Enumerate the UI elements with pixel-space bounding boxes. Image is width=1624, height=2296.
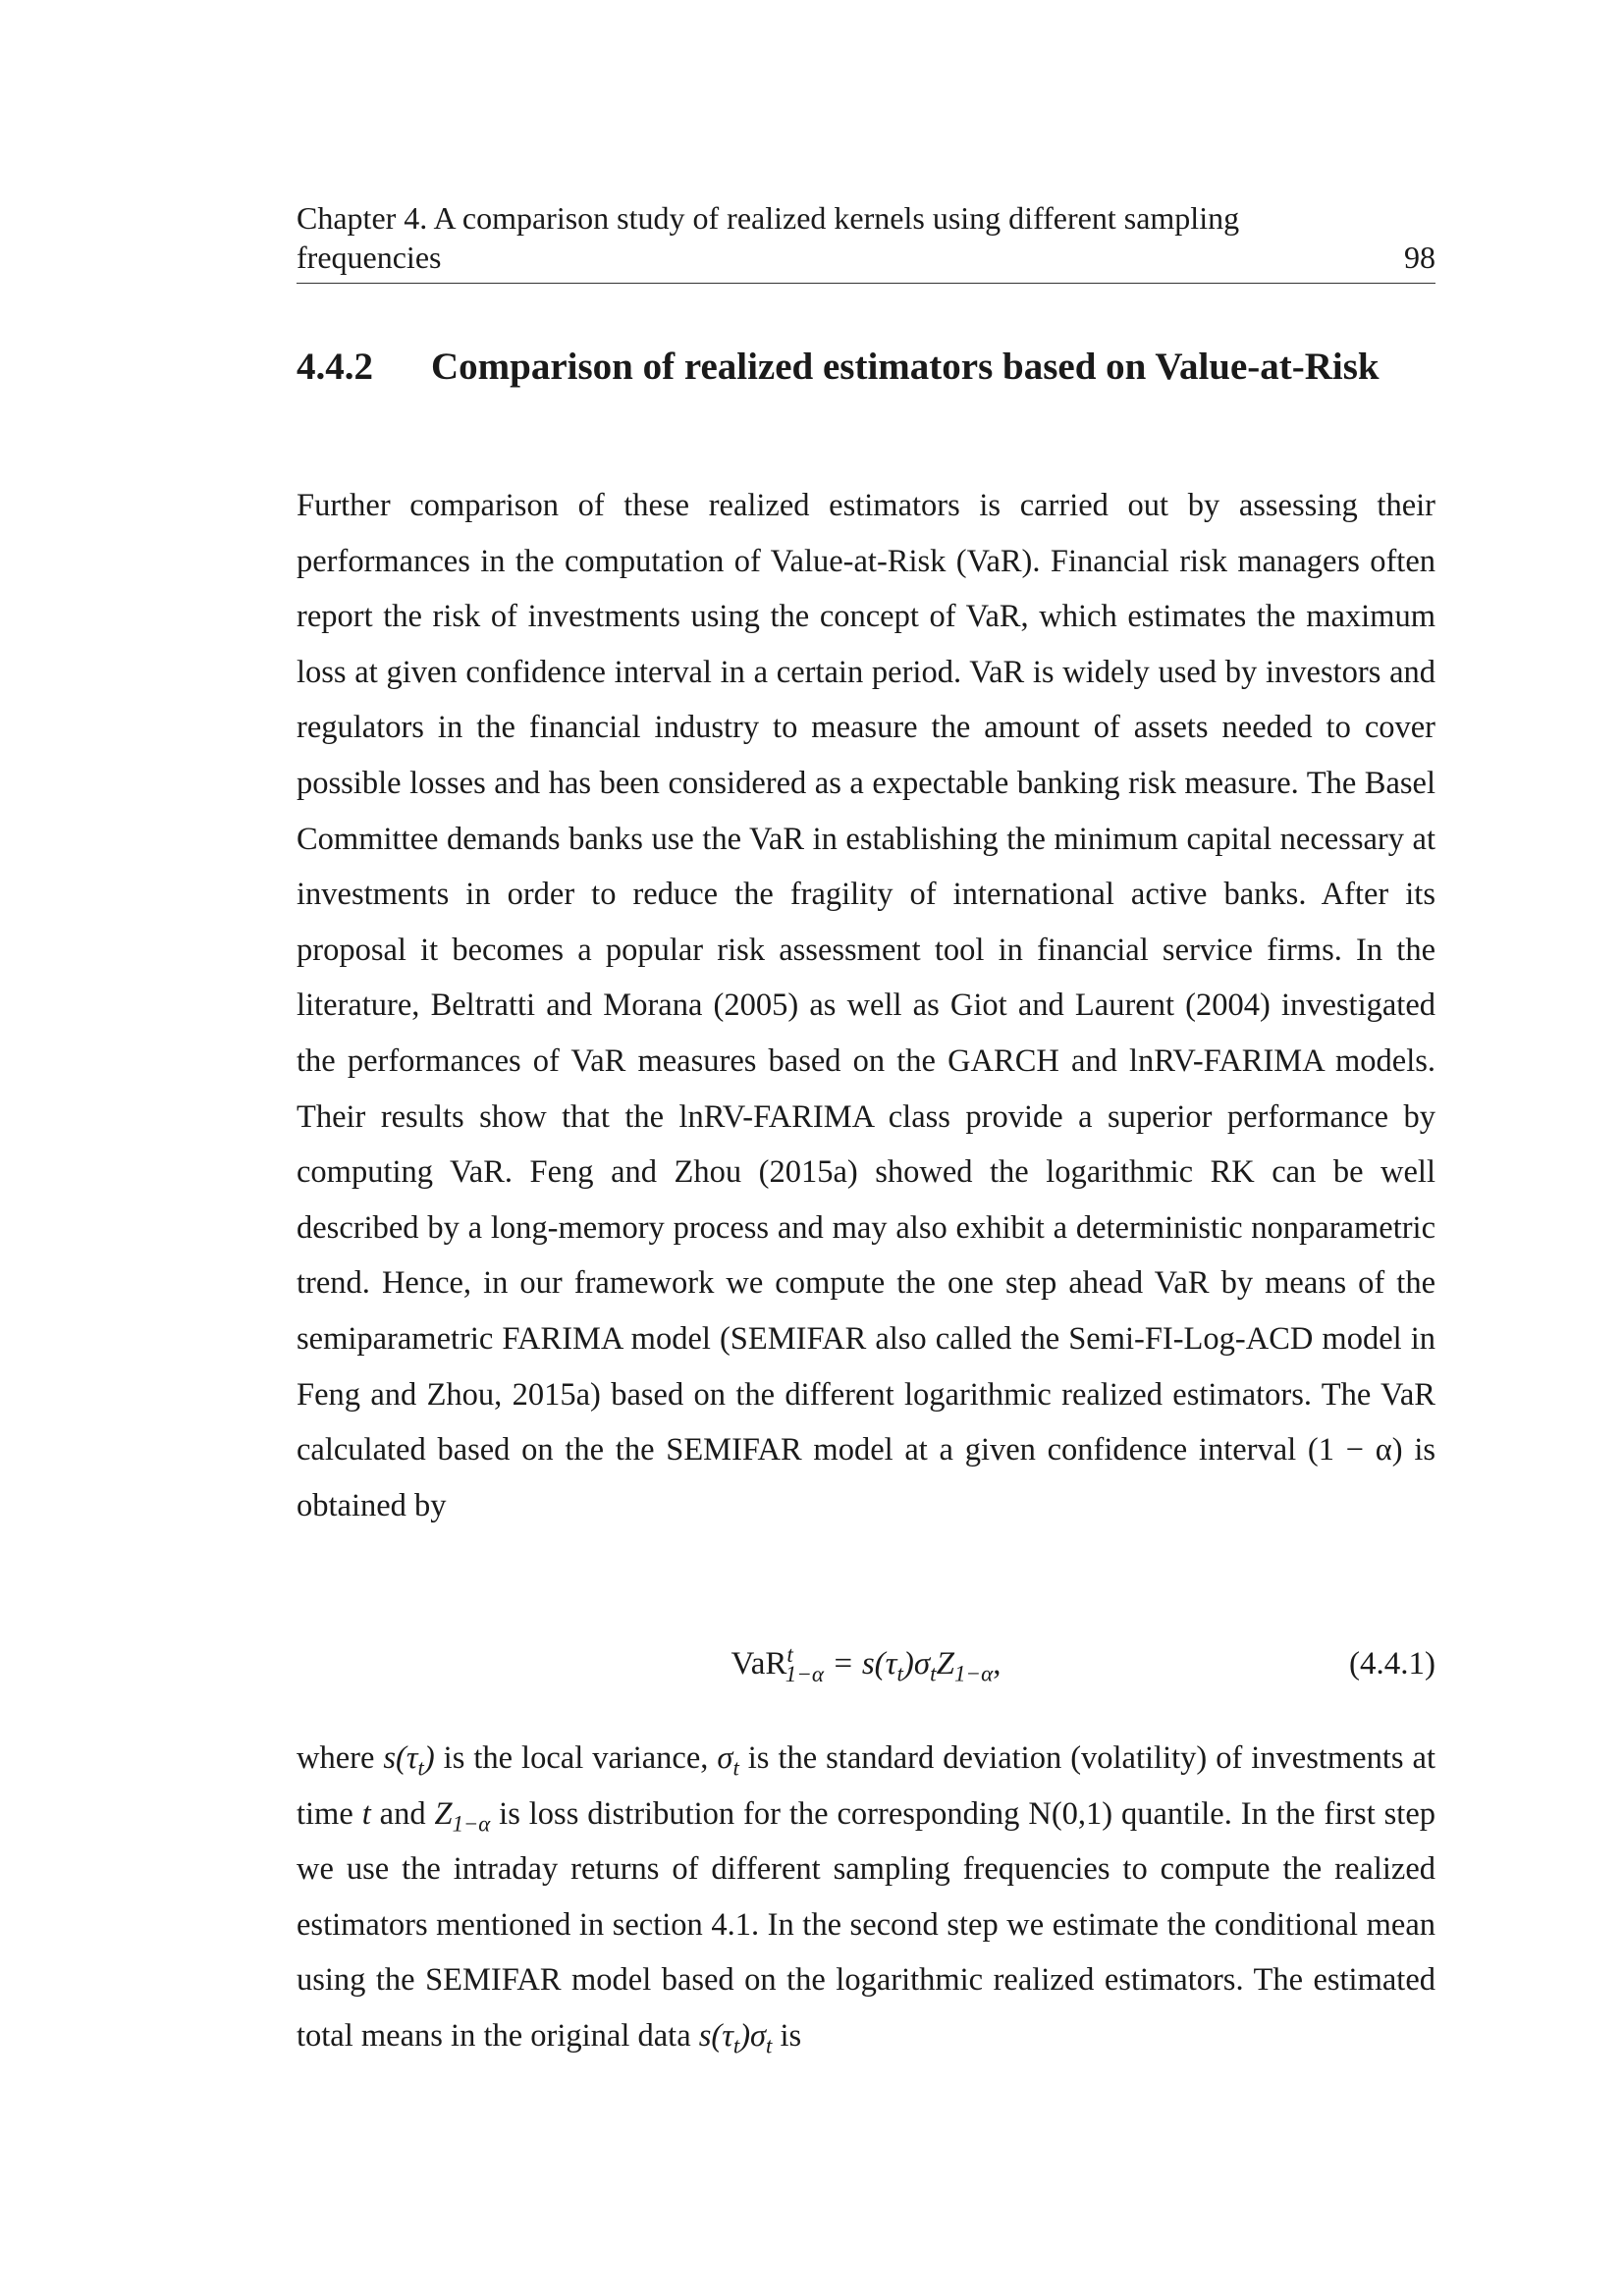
equation-number: (4.4.1)	[1349, 1646, 1435, 1682]
section-heading	[297, 332, 1435, 402]
math-s-tau: s(τ	[383, 1740, 418, 1776]
page-number: 98	[1404, 240, 1435, 275]
eq-sigma-sub: t	[930, 1660, 937, 1686]
equation-body	[297, 1634, 1435, 1693]
math-sub: t	[766, 2033, 773, 2058]
math-sub: t	[732, 2033, 740, 2058]
eq-rhs-prefix: = s(	[824, 1646, 886, 1682]
running-header	[297, 198, 1435, 277]
chapter-title-line2: frequencies	[297, 240, 442, 275]
eq-var-label: VaR	[731, 1646, 787, 1682]
text-run: is	[772, 2017, 802, 2054]
header-rule	[297, 283, 1435, 284]
eq-sigma: )σ	[902, 1646, 931, 1682]
paragraph-var-definitions	[297, 1731, 1435, 2064]
section-title: Comparison of realized estimators based on Value-at-Risk	[431, 346, 1380, 388]
eq-comma: ,	[993, 1646, 1001, 1682]
math-t: t	[361, 1795, 371, 1832]
eq-Z-sub: 1−α	[953, 1660, 994, 1686]
math-paren: )	[423, 1740, 435, 1776]
text-run: where	[297, 1740, 384, 1776]
paragraph-var-intro: Further comparison of these realized estimators is carried out by assessing their performances in the computation of Value-at-Risk (VaR). Financial risk managers often report the risk of investments using the concept of VaR, which estimates the maximum loss at given confidence interval in a certain period. VaR is widely used by investors and regulators in the financial industry to measure the amount of assets needed to cover possible losses and has been considered as a expectable banking risk measure. The Basel Committee demands banks use the VaR in establishing the minimum capital necessary at investments in order to reduce the fragility of international active banks. After its proposal it becomes a popular risk assessment tool in financial service firms. In the literature, Beltratti and Morana (2005) as well as Giot and Laurent (2004) investigated the performances of VaR measures based on the GARCH and lnRV-FARIMA models. Their results show that the lnRV-FARIMA class provide a superior performance by computing VaR. Feng and Zhou (2015a) showed the logarithmic RK can be well described by a long-memory process and may also exhibit a deterministic nonparametric trend. Hence, in our framework we compute the one step ahead VaR by means of the semiparametric FARIMA model (SEMIFAR also called the Semi-FI-Log-ACD model in Feng and Zhou, 2015a) based on the different logarithmic realized estimators. The VaR calculated based on the the SEMIFAR model at a given confidence interval (1 − α) is obtained by	[297, 488, 1435, 1523]
eq-tau: τ	[885, 1646, 897, 1682]
eq-Z: Z	[936, 1646, 954, 1682]
text-run: is the local variance,	[434, 1740, 718, 1776]
math-sub: 1−α	[452, 1811, 491, 1837]
text-run: and	[370, 1795, 435, 1832]
text-run: is the standard deviation (volatility) of investments at time	[297, 1740, 1435, 1832]
math-sub: t	[417, 1755, 424, 1781]
running-header-line2	[297, 238, 1435, 277]
math-s-tau: s(τ	[698, 2017, 733, 2054]
math-sigma: σ	[717, 1740, 733, 1776]
text-run: is loss distribution for the corresponding N(0,1) quantile. In the first step we use the intraday returns of different sampling frequencies to compute the realized estimators mentioned in section 4.1. In the second step we estimate the conditional mean using the SEMIFAR model based on the logarithmic realized estimators. The estimated total means in the original data	[297, 1795, 1435, 2054]
math-Z: Z	[434, 1795, 453, 1832]
math-sub: t	[732, 1755, 739, 1781]
eq-tau-sub: t	[896, 1660, 903, 1686]
equation-4-4-1	[297, 1634, 1435, 1693]
eq-var-sub: 1−α	[785, 1660, 825, 1686]
math-paren-sigma: )σ	[739, 2017, 767, 2054]
chapter-title-line1: Chapter 4. A comparison study of realized kernels using different sampling	[297, 200, 1240, 236]
eq-var-sup: t	[786, 1641, 793, 1667]
section-number: 4.4.2	[297, 346, 373, 388]
